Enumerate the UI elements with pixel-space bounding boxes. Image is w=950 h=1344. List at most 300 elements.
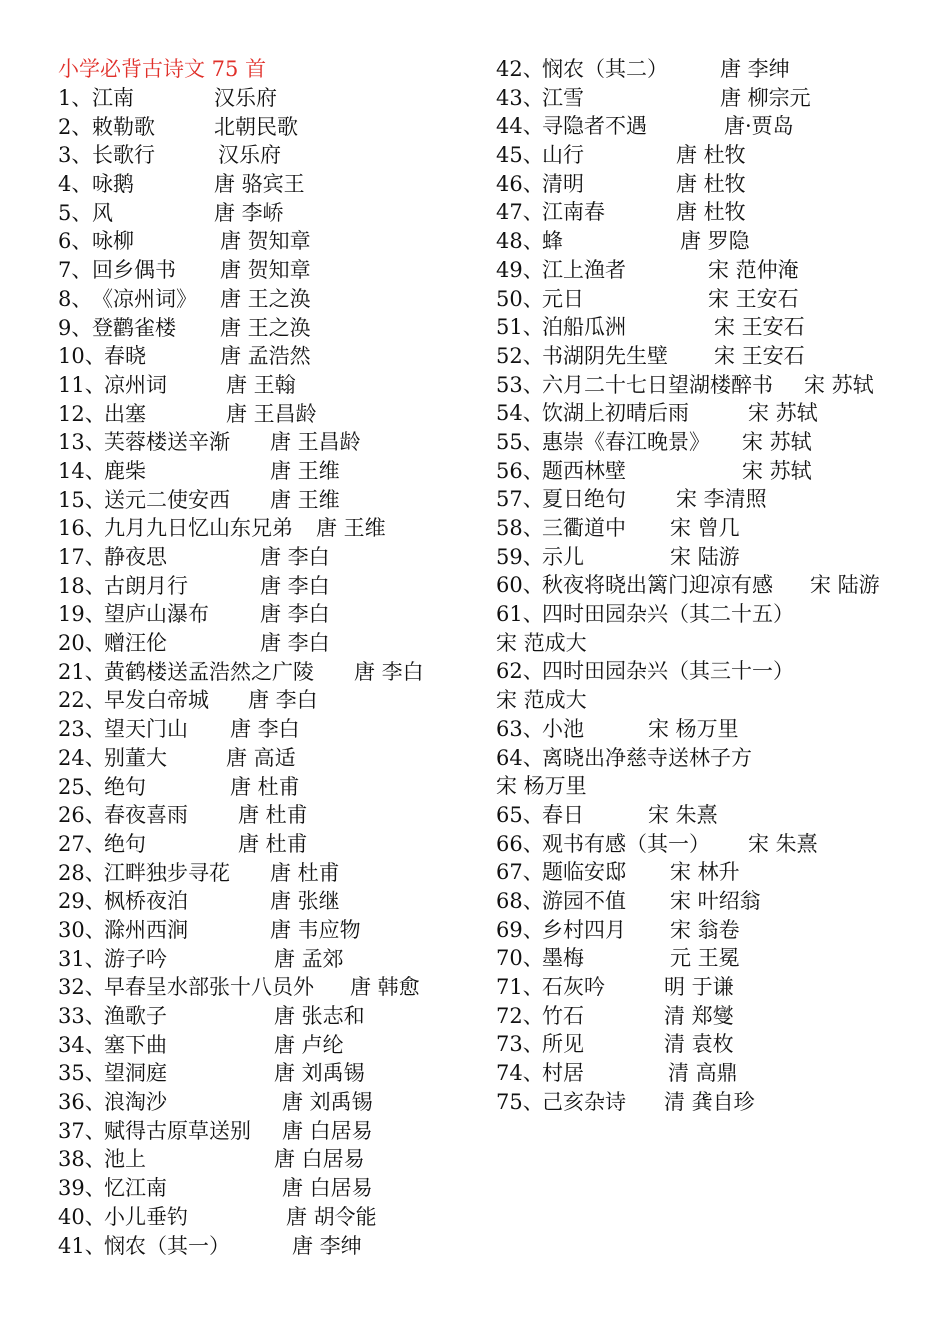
- poem-author: 宋 朱熹: [748, 831, 818, 856]
- poem-number: 6、: [58, 229, 93, 254]
- poem-title: 绝句: [104, 831, 146, 856]
- poem-title: 石灰吟: [542, 975, 605, 999]
- poem-row: [496, 629, 936, 658]
- poem-title: 鹿柴: [104, 458, 146, 483]
- poem-author: 唐 柳宗元: [720, 85, 811, 110]
- poem-row: [58, 629, 478, 658]
- poem-row: [58, 256, 478, 285]
- poem-row: [58, 658, 478, 687]
- poem-row: [58, 227, 478, 256]
- poem-title: 题西林壁: [542, 458, 626, 483]
- poem-title: 墨梅: [542, 946, 584, 971]
- poem-author: 宋 王安石: [714, 343, 805, 368]
- poem-number: 30、: [58, 917, 106, 942]
- poem-row: [496, 112, 936, 141]
- poem-number: 67、: [496, 860, 544, 885]
- poem-title: 《凉州词》: [92, 286, 197, 311]
- poem-title: 登鹳雀楼: [92, 315, 176, 340]
- poem-author: 唐 杜甫: [238, 803, 308, 828]
- poem-row: [58, 428, 478, 457]
- poem-number: 50、: [496, 286, 544, 311]
- poem-number: 72、: [496, 1003, 544, 1028]
- poem-title: 望天门山: [104, 717, 188, 742]
- right-column: [496, 55, 936, 1116]
- poem-number: 10、: [58, 344, 106, 369]
- poem-number: 47、: [496, 200, 544, 225]
- poem-number: 13、: [58, 430, 106, 455]
- poem-row: [496, 744, 936, 773]
- poem-title: 江雪: [542, 85, 584, 110]
- poem-title: 枫桥夜泊: [104, 889, 188, 914]
- poem-row: [496, 170, 936, 199]
- poem-row: [496, 801, 936, 830]
- poem-author: 元 王冕: [670, 946, 740, 971]
- poem-title: 滁州西涧: [104, 917, 188, 942]
- poem-author: 汉乐府: [214, 86, 277, 110]
- poem-number: 35、: [58, 1061, 106, 1086]
- poem-author: 唐·贾岛: [724, 114, 794, 139]
- poem-title: 四时田园杂兴（其三十一）: [542, 659, 794, 684]
- poem-row: [496, 342, 936, 371]
- poem-row: [58, 371, 478, 400]
- poem-row: [58, 113, 478, 142]
- poem-author: 唐 杜甫: [230, 774, 300, 799]
- poem-row: [58, 1059, 478, 1088]
- poem-title: 蜂: [542, 229, 563, 254]
- poem-row: [496, 944, 936, 973]
- poem-number: 31、: [58, 946, 106, 971]
- poem-row: [58, 715, 478, 744]
- poem-author: 唐 罗隐: [680, 229, 750, 254]
- poem-number: 43、: [496, 85, 544, 110]
- poem-author: 唐 杜牧: [676, 200, 746, 225]
- poem-number: 1、: [58, 86, 93, 110]
- poem-title: 泊船瓜洲: [542, 315, 626, 340]
- poem-row: [496, 973, 936, 1002]
- poem-author: 宋 苏轼: [742, 458, 812, 483]
- poem-row: [58, 1232, 478, 1261]
- poem-number: 11、: [58, 372, 106, 397]
- poem-title: 己亥杂诗: [542, 1089, 626, 1114]
- poem-number: 46、: [496, 171, 544, 196]
- poem-title: 忆江南: [104, 1176, 167, 1201]
- poem-title: 九月九日忆山东兄弟: [104, 516, 293, 541]
- poem-row: [58, 686, 478, 715]
- poem-author: 唐 李白: [260, 545, 330, 569]
- poem-number: 71、: [496, 975, 544, 999]
- poem-row: [496, 485, 936, 514]
- poem-author: 唐 卢纶: [274, 1032, 344, 1057]
- poem-row: [58, 199, 478, 228]
- poem-row: [496, 1002, 936, 1031]
- poem-title: 出塞: [104, 401, 146, 426]
- poem-row: [58, 600, 478, 629]
- poem-title: 山行: [542, 143, 584, 168]
- poem-title: 池上: [104, 1147, 146, 1172]
- poem-row: [58, 887, 478, 916]
- poem-number: 68、: [496, 888, 544, 913]
- poem-title: 题临安邸: [542, 860, 626, 885]
- poem-number: 54、: [496, 401, 544, 426]
- poem-title: 六月二十七日望湖楼醉书: [542, 372, 773, 397]
- poem-title: 静夜思: [104, 545, 167, 569]
- poem-number: 27、: [58, 831, 106, 856]
- poem-number: 12、: [58, 401, 106, 426]
- poem-author: 宋 李清照: [676, 487, 767, 512]
- poem-author: 唐 杜甫: [270, 860, 340, 885]
- poem-title: 乡村四月: [542, 917, 626, 942]
- poem-author: 唐 白居易: [274, 1147, 365, 1172]
- poem-row: [496, 1088, 936, 1117]
- poem-title: 游子吟: [104, 946, 167, 971]
- poem-title: 小儿垂钓: [104, 1204, 188, 1229]
- poem-author: 唐 李白: [260, 602, 330, 627]
- poem-number: 26、: [58, 803, 106, 828]
- poem-author: 唐 张志和: [274, 1004, 365, 1028]
- poem-title: 江上渔者: [542, 257, 626, 282]
- poem-row: [58, 486, 478, 515]
- poem-number: 64、: [496, 745, 544, 770]
- poem-row: [496, 514, 936, 543]
- poem-row: [496, 830, 936, 859]
- poem-author: 宋 陆游: [810, 573, 880, 598]
- poem-row: [58, 314, 478, 343]
- poem-number: 28、: [58, 860, 106, 885]
- poem-author: 唐 王昌龄: [270, 430, 361, 455]
- poem-row: [58, 744, 478, 773]
- poem-row: [496, 256, 936, 285]
- poem-author: 唐 杜牧: [676, 143, 746, 168]
- poem-number: 57、: [496, 487, 544, 512]
- poem-author: 唐 孟郊: [274, 946, 344, 971]
- poem-number: 38、: [58, 1147, 106, 1172]
- poem-number: 2、: [58, 114, 93, 139]
- poem-row: [496, 916, 936, 945]
- poem-title: 夏日绝句: [542, 487, 626, 512]
- poem-row: [58, 801, 478, 830]
- poem-number: 74、: [496, 1061, 544, 1086]
- poem-author: 唐 白居易: [282, 1176, 373, 1201]
- poem-author: 唐 杜牧: [676, 171, 746, 196]
- poem-title: 宋 范成大: [496, 688, 587, 713]
- poem-title: 所见: [542, 1032, 584, 1057]
- poem-title: 春夜喜雨: [104, 803, 188, 828]
- poem-title: 示儿: [542, 544, 584, 569]
- poem-title: 观书有感（其一）: [542, 831, 710, 856]
- poem-number: 41、: [58, 1233, 106, 1258]
- poem-number: 8、: [58, 286, 93, 311]
- poem-number: 29、: [58, 889, 106, 914]
- poem-author: 唐 李绅: [292, 1233, 362, 1258]
- poem-row: [58, 830, 478, 859]
- poem-row: [496, 227, 936, 256]
- poem-author: 唐 贺知章: [220, 229, 311, 254]
- poem-author: 唐 王维: [270, 487, 340, 512]
- poem-title: 别董大: [104, 745, 167, 770]
- poem-number: 65、: [496, 802, 544, 827]
- poem-title: 游园不值: [542, 888, 626, 913]
- poem-title: 凉州词: [104, 372, 167, 397]
- poem-number: 20、: [58, 631, 106, 656]
- poem-row: [58, 342, 478, 371]
- poem-author: 唐 王之涣: [220, 286, 311, 311]
- poem-author: 唐 骆宾王: [214, 172, 305, 197]
- poem-author: 宋 苏轼: [742, 429, 812, 454]
- poem-author: 唐 胡令能: [286, 1204, 377, 1229]
- poem-number: 70、: [496, 946, 544, 971]
- poem-row: [496, 141, 936, 170]
- poem-number: 34、: [58, 1032, 106, 1057]
- poem-author: 唐 李白: [260, 631, 330, 656]
- poem-author: 清 袁枚: [664, 1032, 734, 1057]
- poem-number: 75、: [496, 1089, 544, 1114]
- poem-number: 40、: [58, 1204, 106, 1229]
- poem-title: 早发白帝城: [104, 688, 209, 713]
- poem-title: 清明: [542, 171, 584, 196]
- poem-title: 长歌行: [92, 143, 155, 168]
- poem-author: 宋 杨万里: [648, 716, 739, 741]
- poem-row: [58, 1203, 478, 1232]
- poem-row: [496, 600, 936, 629]
- poem-row: [58, 84, 478, 113]
- poem-row: [58, 773, 478, 802]
- poem-title: 赋得古原草送别: [104, 1118, 251, 1143]
- poem-title: 春日: [542, 802, 584, 827]
- poem-number: 59、: [496, 544, 544, 569]
- poem-title: 离晓出净慈寺送林子方: [542, 745, 752, 770]
- poem-row: [496, 1030, 936, 1059]
- poem-title: 回乡偶书: [92, 258, 176, 283]
- poem-title: 寻隐者不遇: [542, 114, 647, 139]
- poem-number: 52、: [496, 343, 544, 368]
- poem-author: 明 于谦: [664, 975, 734, 999]
- poem-title: 悯农（其一）: [104, 1233, 230, 1258]
- poem-number: 58、: [496, 516, 544, 540]
- poem-author: 北朝民歌: [214, 114, 298, 139]
- poem-title: 芙蓉楼送辛渐: [104, 430, 230, 455]
- poem-row: [496, 457, 936, 486]
- poem-number: 51、: [496, 315, 544, 340]
- poem-title: 竹石: [542, 1003, 584, 1028]
- poem-author: 宋 苏轼: [804, 372, 874, 397]
- poem-number: 5、: [58, 200, 93, 225]
- poem-row: [496, 686, 936, 715]
- poem-number: 18、: [58, 573, 106, 598]
- poem-author: 唐 贺知章: [220, 258, 311, 283]
- poem-number: 3、: [58, 143, 93, 168]
- poem-number: 14、: [58, 458, 106, 483]
- poem-row: [58, 1088, 478, 1117]
- left-column: [58, 84, 478, 1260]
- poem-title: 浪淘沙: [104, 1090, 167, 1115]
- poem-number: 17、: [58, 545, 106, 569]
- poem-title: 三衢道中: [542, 516, 626, 540]
- poem-author: 唐 王维: [316, 516, 386, 541]
- poem-number: 15、: [58, 487, 106, 512]
- poem-row: [496, 55, 936, 84]
- poem-author: 宋 陆游: [670, 544, 740, 569]
- poem-title: 塞下曲: [104, 1032, 167, 1057]
- poem-row: [496, 858, 936, 887]
- poem-row: [58, 916, 478, 945]
- poem-row: [58, 973, 478, 1002]
- poem-number: 69、: [496, 917, 544, 942]
- poem-author: 唐 韩愈: [350, 975, 420, 1000]
- poem-number: 53、: [496, 372, 544, 397]
- poem-row: [496, 428, 936, 457]
- poem-number: 36、: [58, 1090, 106, 1115]
- poem-row: [58, 1174, 478, 1203]
- poem-author: 清 龚自珍: [664, 1089, 755, 1114]
- poem-row: [58, 945, 478, 974]
- poem-row: [58, 1117, 478, 1146]
- poem-number: 60、: [496, 573, 544, 598]
- poem-row: [58, 514, 478, 543]
- poem-number: 56、: [496, 458, 544, 483]
- poem-author: 宋 王安石: [708, 286, 799, 311]
- poem-number: 4、: [58, 172, 93, 197]
- poem-number: 22、: [58, 688, 106, 713]
- poem-number: 42、: [496, 57, 544, 81]
- poem-row: [496, 715, 936, 744]
- poem-row: [58, 285, 478, 314]
- poem-author: 唐 白居易: [282, 1118, 373, 1143]
- poem-author: 唐 李白: [260, 573, 330, 598]
- poem-row: [496, 198, 936, 227]
- poem-title: 望洞庭: [104, 1061, 167, 1086]
- poem-author: 唐 高适: [226, 745, 296, 770]
- poem-author: 唐 刘禹锡: [282, 1090, 373, 1115]
- poem-author: 唐 李白: [354, 659, 424, 684]
- poem-author: 唐 王翰: [226, 372, 296, 397]
- poem-title: 赠汪伦: [104, 631, 167, 656]
- poem-row: [496, 313, 936, 342]
- poem-author: 清 郑燮: [664, 1003, 734, 1028]
- poem-title: 黄鹤楼送孟浩然之广陵: [104, 659, 314, 684]
- poem-row: [58, 141, 478, 170]
- poem-author: 唐 张继: [270, 889, 340, 914]
- poem-author: 唐 李白: [230, 717, 300, 742]
- poem-number: 23、: [58, 717, 106, 742]
- poem-row: [496, 1059, 936, 1088]
- poem-title: 春晓: [104, 344, 146, 369]
- document-title: 小学必背古诗文 75 首: [58, 57, 267, 81]
- poem-title: 四时田园杂兴（其二十五）: [542, 602, 794, 627]
- poem-author: 宋 叶绍翁: [670, 888, 761, 913]
- poem-number: 66、: [496, 831, 544, 856]
- poem-title: 古朗月行: [104, 573, 188, 598]
- poem-author: 清 高鼎: [668, 1061, 738, 1086]
- poem-title: 书湖阴先生壁: [542, 343, 668, 368]
- poem-author: 宋 林升: [670, 860, 740, 885]
- poem-row: [496, 399, 936, 428]
- poem-row: [496, 887, 936, 916]
- poem-row: [496, 285, 936, 314]
- poem-title: 元日: [542, 286, 584, 311]
- poem-title: 渔歌子: [104, 1004, 167, 1028]
- poem-number: 62、: [496, 659, 544, 684]
- poem-number: 25、: [58, 774, 106, 799]
- poem-author: 唐 韦应物: [270, 917, 361, 942]
- poem-row: [496, 772, 936, 801]
- poem-number: 37、: [58, 1118, 106, 1143]
- poem-author: 唐 王维: [270, 458, 340, 483]
- poem-author: 唐 孟浩然: [220, 344, 311, 369]
- poem-title: 悯农（其二）: [542, 57, 668, 81]
- poem-title: 绝句: [104, 774, 146, 799]
- poem-number: 7、: [58, 258, 93, 283]
- poem-number: 33、: [58, 1004, 106, 1028]
- poem-author: 唐 杜甫: [238, 831, 308, 856]
- poem-number: 48、: [496, 229, 544, 254]
- poem-title: 江南: [92, 86, 134, 110]
- poem-number: 73、: [496, 1032, 544, 1057]
- poem-author: 宋 王安石: [714, 315, 805, 340]
- poem-row: [496, 371, 936, 400]
- poem-title: 宋 杨万里: [496, 774, 587, 799]
- poem-row: [58, 543, 478, 572]
- poem-number: 61、: [496, 602, 544, 627]
- poem-number: 45、: [496, 143, 544, 168]
- poem-number: 49、: [496, 257, 544, 282]
- poem-row: [496, 84, 936, 113]
- poem-author: 宋 苏轼: [748, 401, 818, 426]
- poem-title: 望庐山瀑布: [104, 602, 209, 627]
- poem-row: [58, 457, 478, 486]
- poem-title: 咏鹅: [92, 172, 134, 197]
- poem-author: 宋 翁卷: [670, 917, 740, 942]
- poem-title: 咏柳: [92, 229, 134, 254]
- poem-row: [58, 400, 478, 429]
- poem-title: 饮湖上初晴后雨: [542, 401, 689, 426]
- poem-title: 送元二使安西: [104, 487, 230, 512]
- poem-title: 秋夜将晓出篱门迎凉有感: [542, 573, 773, 598]
- poem-author: 宋 朱熹: [648, 802, 718, 827]
- poem-number: 44、: [496, 114, 544, 139]
- poem-title: 小池: [542, 716, 584, 741]
- poem-author: 汉乐府: [218, 143, 281, 168]
- poem-author: 唐 李白: [248, 688, 318, 713]
- poem-number: 19、: [58, 602, 106, 627]
- poem-number: 55、: [496, 429, 544, 454]
- poem-title: 早春呈水部张十八员外: [104, 975, 314, 1000]
- poem-title: 敕勒歌: [92, 114, 155, 139]
- poem-author: 唐 李峤: [214, 200, 284, 225]
- poem-title: 村居: [542, 1061, 584, 1086]
- poem-author: 宋 范仲淹: [708, 257, 799, 282]
- poem-number: 16、: [58, 516, 106, 541]
- poem-author: 唐 李绅: [720, 57, 790, 81]
- poem-author: 唐 王之涣: [220, 315, 311, 340]
- poem-title: 惠崇《春江晚景》: [542, 429, 710, 454]
- poem-title: 江南春: [542, 200, 605, 225]
- poem-row: [58, 1002, 478, 1031]
- poem-number: 9、: [58, 315, 93, 340]
- poem-author: 宋 曾几: [670, 516, 740, 540]
- poem-row: [496, 543, 936, 572]
- poem-number: 21、: [58, 659, 106, 684]
- poem-row: [58, 1031, 478, 1060]
- poem-row: [58, 1145, 478, 1174]
- poem-number: 24、: [58, 745, 106, 770]
- poem-row: [58, 859, 478, 888]
- poem-row: [58, 572, 478, 601]
- poem-row: [496, 571, 936, 600]
- poem-number: 32、: [58, 975, 106, 1000]
- poem-author: 唐 刘禹锡: [274, 1061, 365, 1086]
- poem-author: 唐 王昌龄: [226, 401, 317, 426]
- poem-row: [58, 170, 478, 199]
